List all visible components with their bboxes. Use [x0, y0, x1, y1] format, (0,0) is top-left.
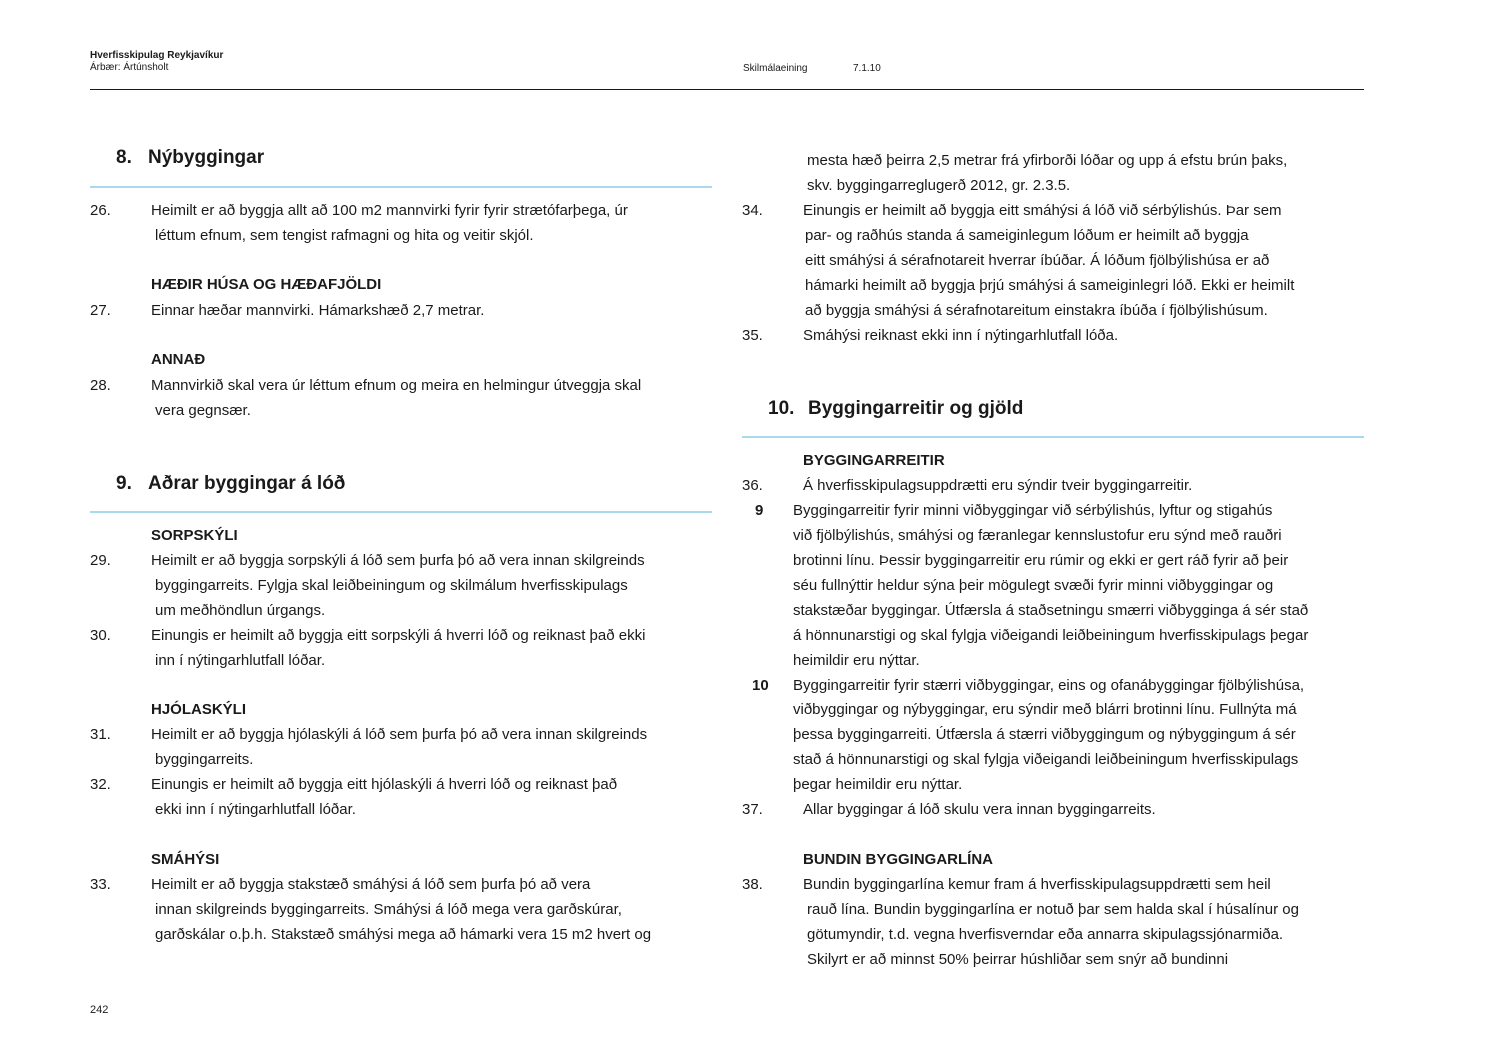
item-text: eitt smáhýsi á sérafnotareit hverrar íbúðar. Á lóðum fjölbýlishúsa er að [805, 252, 1270, 269]
section-divider [90, 186, 712, 188]
item-text: Heimilt er að byggja stakstæð smáhýsi á lóð sem þurfa þó að vera [151, 876, 591, 893]
item-text: Mannvirkið skal vera úr léttum efnum og meira en helmingur útveggja skal [151, 377, 642, 394]
item-text: ekki inn í nýtingarhlutfall lóðar. [155, 801, 356, 818]
item-number: 26. [90, 202, 111, 219]
section-title: Aðrar byggingar á lóð [148, 473, 346, 494]
item-text: Allar byggingar á lóð skulu vera innan byggingarreits. [803, 801, 1156, 818]
subheading-fixed-building-line: BUNDIN BYGGINGARLÍNA [803, 851, 993, 868]
item-text: vera gegnsær. [155, 402, 251, 419]
item-text: Á hverfisskipulagsuppdrætti eru sýndir tveir byggingarreitir. [803, 477, 1193, 494]
item-number: 28. [90, 377, 111, 394]
page-number: 242 [90, 1004, 109, 1016]
item-text: léttum efnum, sem tengist rafmagni og hita og veitir skjól. [155, 227, 534, 244]
item-text: rauð lína. Bundin byggingarlína er notuð þar sem halda skal í húsalínur og [807, 901, 1299, 918]
section-divider [90, 511, 712, 513]
item-text: hámarki heimilt að byggja þrjú smáhýsi á sameiginlegri lóð. Ekki er heimilt [805, 277, 1295, 294]
item-number: 31. [90, 726, 111, 743]
header-divider [90, 89, 1364, 90]
item-text: séu fullnýttir heldur sýna þeir mögulegt svæði fyrir minni viðbyggingar og [793, 577, 1274, 594]
item-text: um meðhöndlun úrgangs. [155, 602, 326, 619]
item-text: heimildir eru nýttar. [793, 652, 920, 669]
subheading-building-plots: BYGGINGARREITIR [803, 452, 945, 469]
section-code: 7.1.10 [853, 63, 881, 74]
item-text: Smáhýsi reiknast ekki inn í nýtingarhlutfall lóða. [803, 327, 1119, 344]
item-number: 34. [742, 202, 763, 219]
item-text: mesta hæð þeirra 2,5 metrar frá yfirborði lóðar og upp á efstu brún þaks, [807, 152, 1288, 169]
item-text: byggingarreits. [155, 751, 254, 768]
item-text: Byggingarreitir fyrir minni viðbyggingar við sérbýlishús, lyftur og stigahús [793, 502, 1273, 519]
item-number: 10 [752, 677, 769, 694]
section-number: 10. [768, 398, 795, 419]
item-text: Einnar hæðar mannvirki. Hámarkshæð 2,7 metrar. [151, 302, 485, 319]
subheading-bike-shelter: HJÓLASKÝLI [151, 701, 247, 718]
section-label: Skilmálaeining [743, 63, 808, 74]
item-number: 30. [90, 627, 111, 644]
item-number: 29. [90, 552, 111, 569]
item-text: við fjölbýlishús, smáhýsi og færanlegar kennslustofur eru sýnd með rauðri [793, 527, 1282, 544]
subheading-small-houses: SMÁHÝSI [151, 851, 220, 868]
item-number: 27. [90, 302, 111, 319]
section-divider [742, 436, 1364, 438]
item-text: viðbyggingar og nýbyggingar, eru sýndir með blárri brotinni línu. Fullnýta má [793, 701, 1297, 718]
item-number: 33. [90, 876, 111, 893]
item-text: stað á hönnunarstigi og skal fylgja viðeigandi leiðbeiningum hverfisskipulags [793, 751, 1299, 768]
item-number: 32. [90, 776, 111, 793]
item-text: Einungis er heimilt að byggja eitt smáhýsi á lóð við sérbýlishús. Þar sem [803, 202, 1282, 219]
item-number: 35. [742, 327, 763, 344]
item-text: þessa byggingarreiti. Útfærsla á stærri viðbyggingum og nýbyggingum á sér [793, 726, 1296, 743]
item-text: Einungis er heimilt að byggja eitt sorpskýli á hverri lóð og reiknast það ekki [151, 627, 646, 644]
item-number: 9 [755, 502, 764, 519]
subheading-building-height: HÆÐIR HÚSA OG HÆÐAFJÖLDI [151, 276, 382, 293]
section-number: 8. [116, 147, 132, 168]
item-text: Heimilt er að byggja hjólaskýli á lóð sem þurfa þó að vera innan skilgreinds [151, 726, 648, 743]
item-text: Heimilt er að byggja allt að 100 m2 mannvirki fyrir fyrir strætófarþega, úr [151, 202, 628, 219]
document-title: Hverfisskipulag Reykjavíkur [90, 50, 224, 61]
item-text: Skilyrt er að minnst 50% þeirrar húshliðar sem snýr að bundinni [807, 951, 1229, 968]
section-title: Nýbyggingar [148, 147, 265, 168]
item-text: Einungis er heimilt að byggja eitt hjólaskýli á hverri lóð og reiknast það [151, 776, 618, 793]
subheading-other: ANNAÐ [151, 351, 206, 368]
item-text: að byggja smáhýsi á sérafnotareitum einstakra íbúða í fjölbýlishúsum. [805, 302, 1268, 319]
document-subtitle: Árbær: Ártúnsholt [90, 62, 169, 73]
item-text: innan skilgreinds byggingarreits. Smáhýsi á lóð mega vera garðskúrar, [155, 901, 622, 918]
item-text: götumyndir, t.d. vegna hverfisverndar eða annarra skipulagssjónarmiða. [807, 926, 1284, 943]
item-text: þegar heimildir eru nýttar. [793, 776, 963, 793]
section-number: 9. [116, 473, 132, 494]
item-text: Byggingarreitir fyrir stærri viðbyggingar, eins og ofanábyggingar fjölbýlishúsa, [793, 677, 1305, 694]
item-text: Heimilt er að byggja sorpskýli á lóð sem þurfa þó að vera innan skilgreinds [151, 552, 645, 569]
item-number: 36. [742, 477, 763, 494]
item-text: garðskálar o.þ.h. Stakstæð smáhýsi mega að hámarki vera 15 m2 hvert og [155, 926, 652, 943]
item-text: byggingarreits. Fylgja skal leiðbeiningum og skilmálum hverfisskipulags [155, 577, 628, 594]
item-text: stakstæðar byggingar. Útfærsla á staðsetningu smærri viðbygginga á sér stað [793, 602, 1309, 619]
subheading-waste-shelter: SORPSKÝLI [151, 527, 238, 544]
item-text: Bundin byggingarlína kemur fram á hverfisskipulagsuppdrætti sem heil [803, 876, 1271, 893]
item-text: á hönnunarstigi og skal fylgja viðeigandi leiðbeiningum hverfisskipulags þegar [793, 627, 1309, 644]
item-text: brotinni línu. Þessir byggingarreitir eru rúmir og ekki er gert ráð fyrir að þeir [793, 552, 1289, 569]
item-text: inn í nýtingarhlutfall lóðar. [155, 652, 326, 669]
item-number: 38. [742, 876, 763, 893]
item-text: skv. byggingarreglugerð 2012, gr. 2.3.5. [807, 177, 1071, 194]
item-text: par- og raðhús standa á sameiginlegum lóðum er heimilt að byggja [805, 227, 1249, 244]
section-title: Byggingarreitir og gjöld [808, 398, 1024, 419]
item-number: 37. [742, 801, 763, 818]
